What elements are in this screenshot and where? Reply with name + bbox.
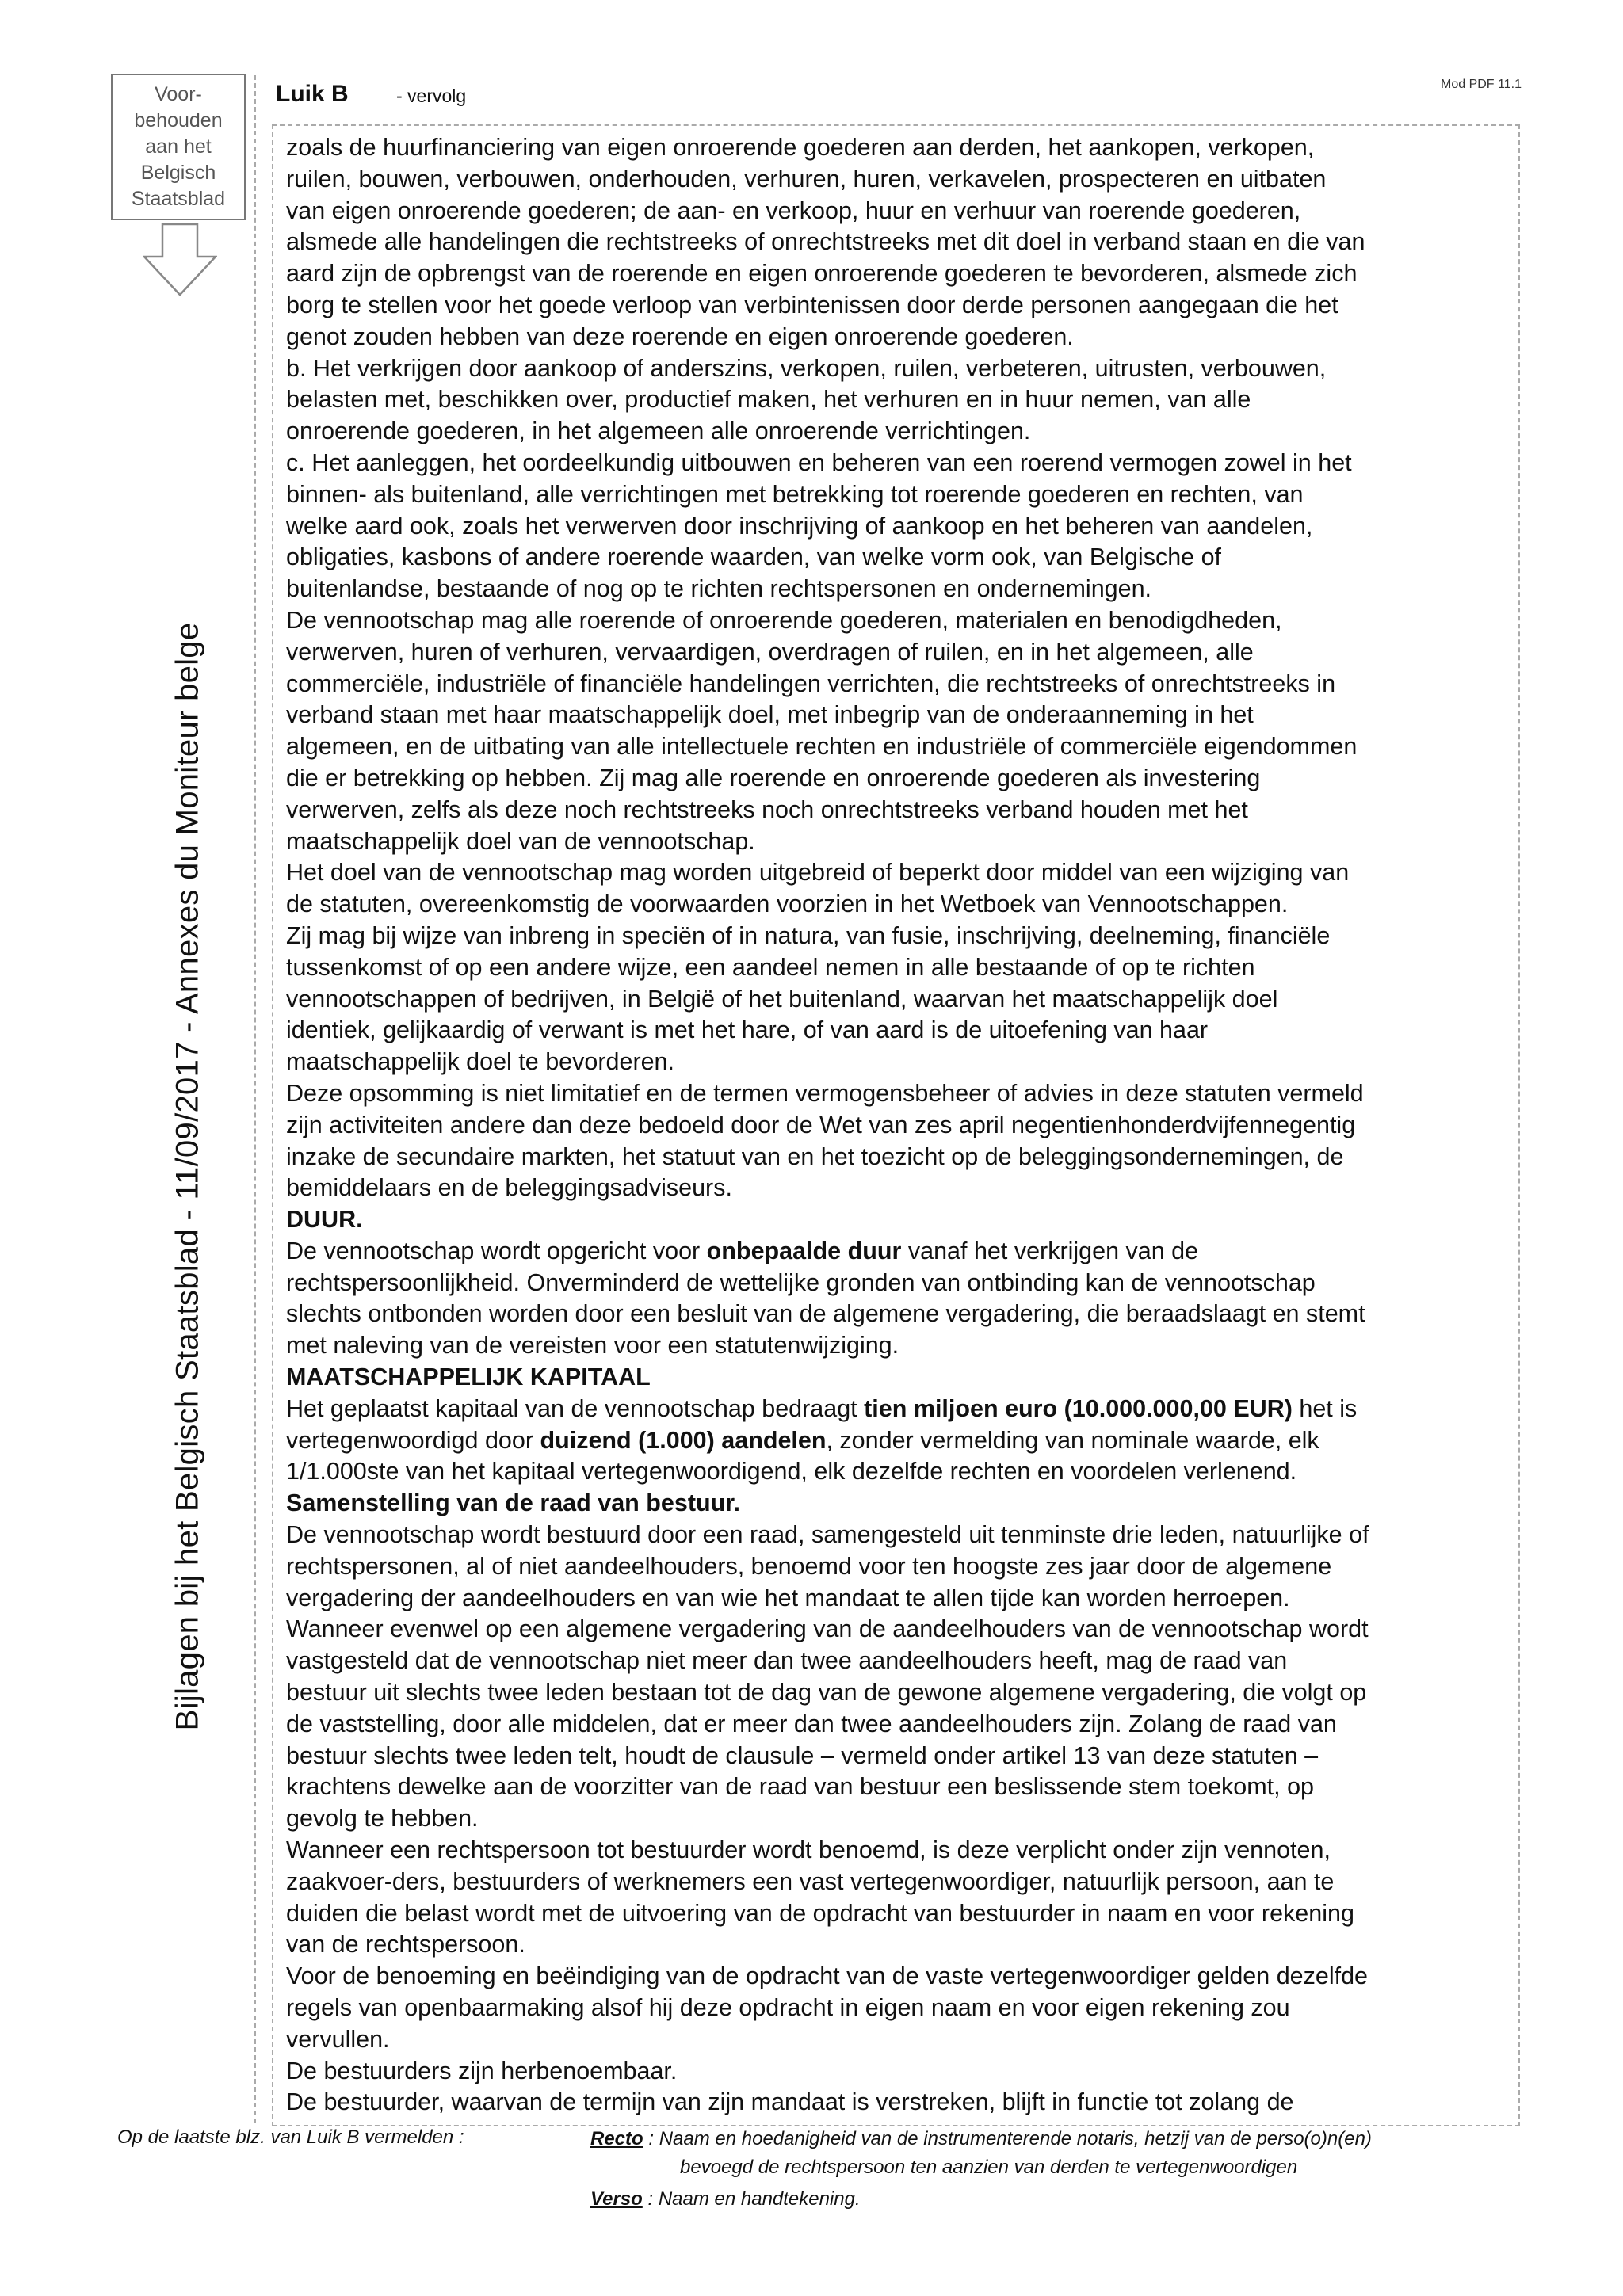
- line-text: vanaf het verkrijgen van de: [901, 1237, 1199, 1264]
- stamp-line: Belgisch: [140, 162, 216, 184]
- line-text: verwerven, huren of verhuren, vervaardigen, overdragen of ruilen, en in het algemeen, alle: [286, 638, 1254, 666]
- stamp-line: Voor-: [155, 83, 202, 105]
- body-line: [286, 2024, 1522, 2056]
- body-line: [286, 1268, 1522, 1299]
- body-line: [286, 1047, 1522, 1078]
- line-text: bestuur uit slechts twee leden bestaan tot de dag van de gewone algemene vergadering, die volgt op: [286, 1679, 1367, 1707]
- body-line: [286, 1929, 1522, 1961]
- publication-stamp: [111, 74, 246, 220]
- line-text: Het doel van de vennootschap mag worden uitgebreid of beperkt door middel van een wijziging van: [286, 859, 1350, 887]
- body-line: [286, 826, 1522, 858]
- line-text: duiden die belast wordt met de uitvoering van de opdracht van bestuurder in naam en voor rekening: [286, 1899, 1354, 1927]
- footer-recto: [590, 2128, 1372, 2150]
- body-line: [286, 700, 1522, 731]
- body-line: [286, 1835, 1522, 1867]
- line-text: De bestuurder, waarvan de termijn van zijn mandaat is verstreken, blijft in functie tot zolang de: [286, 2088, 1294, 2116]
- line-text: buitenlandse, bestaande of nog op te richten rechtspersonen en ondernemingen.: [286, 575, 1152, 603]
- body-line: [286, 1488, 1522, 1520]
- body-line: [286, 1867, 1522, 1898]
- section-title: Luik B: [276, 81, 349, 107]
- line-text: die er betrekking op hebben. Zij mag alle roerende en onroerende goederen als investering: [286, 764, 1261, 791]
- line-text: rechtspersonen, al of niet aandeelhouders, benoemd voor ten hoogste zes jaar door de algemene: [286, 1552, 1332, 1580]
- line-text: verband staan met haar maatschappelijk doel, met inbegrip van de onderaanneming in het: [286, 701, 1254, 729]
- line-text: algemeen, en de uitbating van alle intellectuele rechten en industriële of commerciële eigendommen: [286, 733, 1358, 761]
- footer-instruction: Op de laatste blz. van Luik B vermelden :: [117, 2126, 464, 2148]
- body-line: [286, 164, 1522, 196]
- emphasis-text: onbepaalde duur: [706, 1237, 902, 1264]
- body-line: [286, 763, 1522, 795]
- line-text: maatschappelijk doel van de vennootschap.: [286, 827, 755, 855]
- line-text: rechtspersoonlijkheid. Onverminderd de wettelijke gronden van ontbinding kan de vennootschap: [286, 1268, 1316, 1296]
- footer-recto-continued: bevoegd de rechtspersoon ten aanzien van derden te vertegenwoordigen: [680, 2157, 1298, 2178]
- body-line: [286, 574, 1522, 605]
- body-line: [286, 2087, 1522, 2119]
- body-line: [286, 1646, 1522, 1677]
- line-text: vertegenwoordigd door: [286, 1426, 540, 1454]
- body-line: [286, 1015, 1522, 1047]
- body-line: [286, 921, 1522, 952]
- line-text: krachtens dewelke aan de voorzitter van de raad van bestuur een beslissende stem toekomt, op: [286, 1773, 1315, 1801]
- line-text: maatschappelijk doel te bevorderen.: [286, 1048, 674, 1076]
- body-line: [286, 1173, 1522, 1204]
- recto-label: Recto: [590, 2128, 643, 2149]
- line-text: borg te stellen voor het goede verloop van verbintenissen door derde personen aangegaan die het: [286, 291, 1338, 318]
- line-text: verwerven, zelfs als deze noch rechtstreeks noch onrechtstreeks verband houden met het: [286, 795, 1248, 823]
- line-text: vastgesteld dat de vennootschap niet meer dan twee aandeelhouders heeft, mag de raad van: [286, 1647, 1288, 1675]
- down-arrow-icon: [143, 223, 217, 296]
- form-version: Mod PDF 11.1: [1441, 78, 1522, 91]
- body-line: [286, 132, 1522, 164]
- line-text: aard zijn de opbrengst van de roerende en eigen onroerende goederen te bevorderen, alsmede zich: [286, 260, 1358, 288]
- line-text: , zonder vermelding van nominale waarde, elk: [826, 1426, 1319, 1454]
- body-line: [286, 416, 1522, 448]
- line-text: Zij mag bij wijze van inbreng in speciën of in natura, van fusie, inschrijving, deelneming, financiële: [286, 921, 1331, 949]
- verso-label: Verso: [590, 2188, 643, 2210]
- body-line: [286, 1394, 1522, 1425]
- body-line: [286, 1803, 1522, 1835]
- body-line: [286, 479, 1522, 511]
- line-text: vervullen.: [286, 2025, 390, 2053]
- body-line: [286, 984, 1522, 1016]
- line-text: onroerende goederen, in het algemeen alle onroerende verrichtingen.: [286, 418, 1031, 445]
- line-text: met naleving van de vereisten voor een statutenwijziging.: [286, 1332, 899, 1360]
- line-text: zaakvoer-ders, bestuurders of werknemers een vast vertegenwoordiger, natuurlijk persoon, aan te: [286, 1867, 1335, 1895]
- body-line: [286, 795, 1522, 826]
- body-line: [286, 1204, 1522, 1236]
- body-line: [286, 857, 1522, 889]
- body-line: [286, 1110, 1522, 1142]
- body-line: [286, 1362, 1522, 1394]
- body-line: [286, 1236, 1522, 1268]
- body-line: [286, 353, 1522, 385]
- side-annotation: Bijlagen bij het Belgisch Staatsblad - 11/09/2017 - Annexes du Moniteur belge: [170, 622, 205, 1731]
- line-text: Deze opsomming is niet limitatief en de termen vermogensbeheer of advies in deze statuten vermeld: [286, 1079, 1364, 1107]
- line-text: slechts ontbonden worden door een besluit van de algemene vergadering, die beraadslaagt en stemt: [286, 1300, 1365, 1328]
- stamp-line: Staatsblad: [131, 188, 226, 210]
- body-line: [286, 1142, 1522, 1173]
- line-text: De vennootschap wordt opgericht voor: [286, 1237, 707, 1264]
- body-line: [286, 1898, 1522, 1930]
- body-line: [286, 511, 1522, 543]
- body-line: [286, 1425, 1522, 1457]
- line-text: genot zouden hebben van deze roerende en eigen onroerende goederen.: [286, 322, 1074, 350]
- line-text: Wanneer evenwel op een algemene vergadering van de aandeelhouders van de vennootschap wordt: [286, 1615, 1369, 1643]
- body-line: [286, 1078, 1522, 1110]
- line-text: c. Het aanleggen, het oordeelkundig uitbouwen en beheren van een roerend vermogen zowel in het: [286, 448, 1352, 476]
- line-text: bestuur slechts twee leden telt, houdt de clausule – vermeld onder artikel 13 van deze statuten –: [286, 1741, 1319, 1769]
- line-text: van de rechtspersoon.: [286, 1931, 525, 1958]
- document-body: [286, 132, 1522, 2119]
- line-text: binnen- als buitenland, alle verrichtingen met betrekking tot roerende goederen en rechten, van: [286, 480, 1304, 508]
- stamp-line: behouden: [134, 109, 223, 132]
- line-text: b. Het verkrijgen door aankoop of anderszins, verkopen, ruilen, verbeteren, uitrusten, verbouwen,: [286, 354, 1327, 382]
- section-heading: DUUR.: [286, 1206, 363, 1234]
- line-text: Wanneer een rechtspersoon tot bestuurder wordt benoemd, is deze verplicht onder zijn vennoten,: [286, 1836, 1331, 1864]
- section-heading: MAATSCHAPPELIJK KAPITAAL: [286, 1363, 651, 1391]
- body-line: [286, 1551, 1522, 1583]
- section-heading: Samenstelling van de raad van bestuur.: [286, 1489, 740, 1517]
- line-text: ruilen, bouwen, verbouwen, onderhouden, verhuren, huren, verkavelen, prospecteren en uitbaten: [286, 165, 1327, 193]
- line-text: gevolg te hebben.: [286, 1805, 479, 1833]
- body-line: [286, 1741, 1522, 1772]
- stamp-line: aan het: [145, 135, 212, 158]
- body-line: [286, 1614, 1522, 1646]
- body-line: [286, 1961, 1522, 1993]
- body-line: [286, 2056, 1522, 2088]
- section-subtitle: - vervolg: [396, 86, 467, 106]
- body-line: [286, 1520, 1522, 1551]
- body-line: [286, 669, 1522, 700]
- line-text: regels van openbaarmaking alsof hij deze opdracht in eigen naam en voor eigen rekening zou: [286, 1994, 1290, 2022]
- line-text: identiek, gelijkaardig of verwant is met het hare, of van aard is de uitoefening van haar: [286, 1016, 1209, 1044]
- emphasis-text: tien miljoen euro (10.000.000,00 EUR): [864, 1394, 1293, 1422]
- line-text: tussenkomst of op een andere wijze, een aandeel nemen in alle bestaande of op te richten: [286, 953, 1255, 981]
- body-line: [286, 196, 1522, 227]
- body-line: [286, 1583, 1522, 1615]
- body-line: [286, 1299, 1522, 1330]
- line-text: zoals de huurfinanciering van eigen onroerende goederen aan derden, het aankopen, verkopen,: [286, 134, 1315, 161]
- body-line: [286, 637, 1522, 669]
- body-line: [286, 542, 1522, 574]
- line-text: 1/1.000ste van het kapitaal vertegenwoordigend, elk dezelfde rechten en voordelen verlenend.: [286, 1458, 1297, 1486]
- line-text: De vennootschap mag alle roerende of onroerende goederen, materialen en benodigdheden,: [286, 606, 1282, 634]
- line-text: de vaststelling, door alle middelen, dat er meer dan twee aandeelhouders zijn. Zolang de raad van: [286, 1710, 1337, 1737]
- line-text: commerciële, industriële of financiële handelingen verrichten, die rechtstreeks of onrechtstreeks in: [286, 669, 1336, 697]
- line-text: Voor de benoeming en beëindiging van de opdracht van de vaste vertegenwoordiger gelden dezelfde: [286, 1962, 1369, 1990]
- body-line: [286, 290, 1522, 322]
- line-text: De vennootschap wordt bestuurd door een raad, samengesteld uit tenminste drie leden, natuurlijke of: [286, 1521, 1369, 1549]
- recto-text: : Naam en hoedanigheid van de instrumenterende notaris, hetzij van de perso(o)n(en): [643, 2128, 1372, 2149]
- body-line: [286, 384, 1522, 416]
- line-text: vergadering der aandeelhouders en van wie het mandaat te allen tijde kan worden herroepen.: [286, 1584, 1290, 1611]
- column-divider: [254, 75, 256, 2123]
- line-text: obligaties, kasbons of andere roerende waarden, van welke vorm ook, van Belgische of: [286, 543, 1222, 571]
- line-text: belasten met, beschikken over, productief maken, het verhuren en in huur nemen, van alle: [286, 386, 1251, 414]
- emphasis-text: duizend (1.000) aandelen: [540, 1426, 827, 1454]
- line-text: alsmede alle handelingen die rechtstreeks of onrechtstreeks met dit doel in verband staan en die van: [286, 228, 1365, 256]
- line-text: welke aard ook, zoals het verwerven door inschrijving of aankoop en het beheren van aandelen,: [286, 512, 1313, 540]
- body-line: [286, 605, 1522, 637]
- line-text: vennootschappen of bedrijven, in België of het buitenland, waarvan het maatschappelijk doel: [286, 985, 1278, 1013]
- body-line: [286, 952, 1522, 984]
- verso-text: : Naam en handtekening.: [642, 2188, 861, 2210]
- body-line: [286, 1677, 1522, 1709]
- body-line: [286, 1456, 1522, 1488]
- line-text: van eigen onroerende goederen; de aan- en verkoop, huur en verhuur van roerende goederen,: [286, 196, 1301, 224]
- line-text: De bestuurders zijn herbenoembaar.: [286, 2057, 678, 2084]
- body-line: [286, 1772, 1522, 1803]
- body-line: [286, 1330, 1522, 1362]
- line-text: inzake de secundaire markten, het statuut van en het toezicht op de beleggingsondernemingen, de: [286, 1142, 1344, 1170]
- body-line: [286, 1709, 1522, 1741]
- body-line: [286, 258, 1522, 290]
- footer-verso: [590, 2188, 861, 2210]
- body-line: [286, 448, 1522, 479]
- line-text: zijn activiteiten andere dan deze bedoeld door de Wet van zes april negentienhonderdvijfennegentig: [286, 1111, 1356, 1138]
- line-text: Het geplaatst kapitaal van de vennootschap bedraagt: [286, 1394, 865, 1422]
- body-line: [286, 1993, 1522, 2024]
- line-text: de statuten, overeenkomstig de voorwaarden voorzien in het Wetboek van Vennootschappen.: [286, 891, 1289, 918]
- body-line: [286, 322, 1522, 353]
- line-text: het is: [1292, 1394, 1358, 1422]
- body-line: [286, 731, 1522, 763]
- body-line: [286, 889, 1522, 921]
- line-text: bemiddelaars en de beleggingsadviseurs.: [286, 1174, 732, 1202]
- body-line: [286, 227, 1522, 258]
